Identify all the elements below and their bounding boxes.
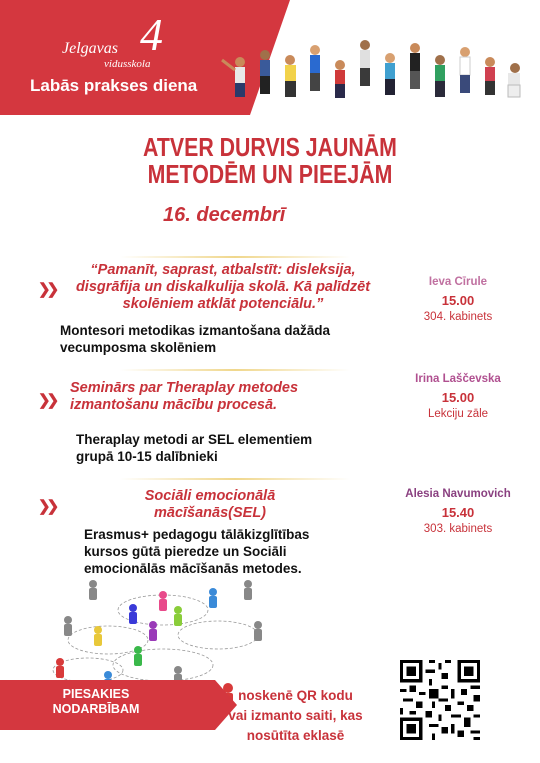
event-date: 16. decembrī [163, 204, 286, 226]
session-time: 15.40 [441, 505, 475, 520]
session-1-description: Montesori metodikas izmantošana dažāda vecumposma skolēniem [60, 323, 331, 355]
session-2-description: Theraplay metodi ar SEL elementiem grupā 10-15 dalībnieki [76, 432, 313, 464]
presenter-name: Irina Laščevska [415, 373, 501, 385]
presenter-1 [398, 276, 518, 323]
jumping-people-photo [220, 30, 530, 120]
qr-instructions: noskenē QR kodu vai izmanto saiti, kas nosūtīta eklasē [228, 688, 363, 743]
arrow-icon: ❯❯ [38, 498, 56, 515]
session-time: 15.00 [441, 390, 475, 405]
session-3-title: Sociāli emocionālā mācīšanās(SEL) [144, 488, 276, 521]
logo-school-name: Jelgavas [62, 40, 118, 57]
person-figure [222, 57, 245, 97]
divider [120, 256, 350, 258]
session-room: 304. kabinets [423, 311, 493, 323]
arrow-icon: ❯❯ [38, 281, 56, 298]
event-name: Labās prakses diena [30, 76, 198, 95]
session-room: 303. kabinets [423, 523, 493, 535]
arrow-icon: ❯❯ [38, 392, 56, 409]
presenter-2 [398, 373, 518, 420]
title-line-2: METODĒM UN PIEEJĀM [147, 159, 393, 189]
divider [120, 478, 350, 480]
session-room: Lekciju zāle [427, 408, 489, 420]
page-title [49, 134, 492, 188]
presenter-3 [398, 488, 518, 535]
title-line-1: ATVER DURVIS JAUNĀM [143, 132, 397, 162]
session-3-description: Erasmus+ pedagogu tālākizglītības kursos gūtā pieredze un Sociāli emocionālās mācīšanās metodes. [84, 527, 310, 576]
logo-number: 4 [140, 9, 163, 60]
session-2-title: Seminārs par Theraplay metodes izmantošanu mācību procesā. [70, 380, 299, 413]
logo-school-sub: vidusskola [104, 58, 151, 70]
qr-code-icon[interactable] [400, 660, 480, 740]
register-label: PIESAKIES NODARBĪBAM [52, 687, 140, 716]
session-time: 15.00 [441, 293, 475, 308]
session-1-title: “Pamanīt, saprast, atbalstīt: disleksija, disgrāfija un diskalkulija skolā. Kā palīdzēt skolēniem atklāt potenciālu.” [75, 262, 371, 312]
presenter-name: Alesia Navumovich [405, 488, 511, 500]
presenter-name: Ieva Cīrule [428, 276, 488, 288]
divider [120, 369, 350, 371]
